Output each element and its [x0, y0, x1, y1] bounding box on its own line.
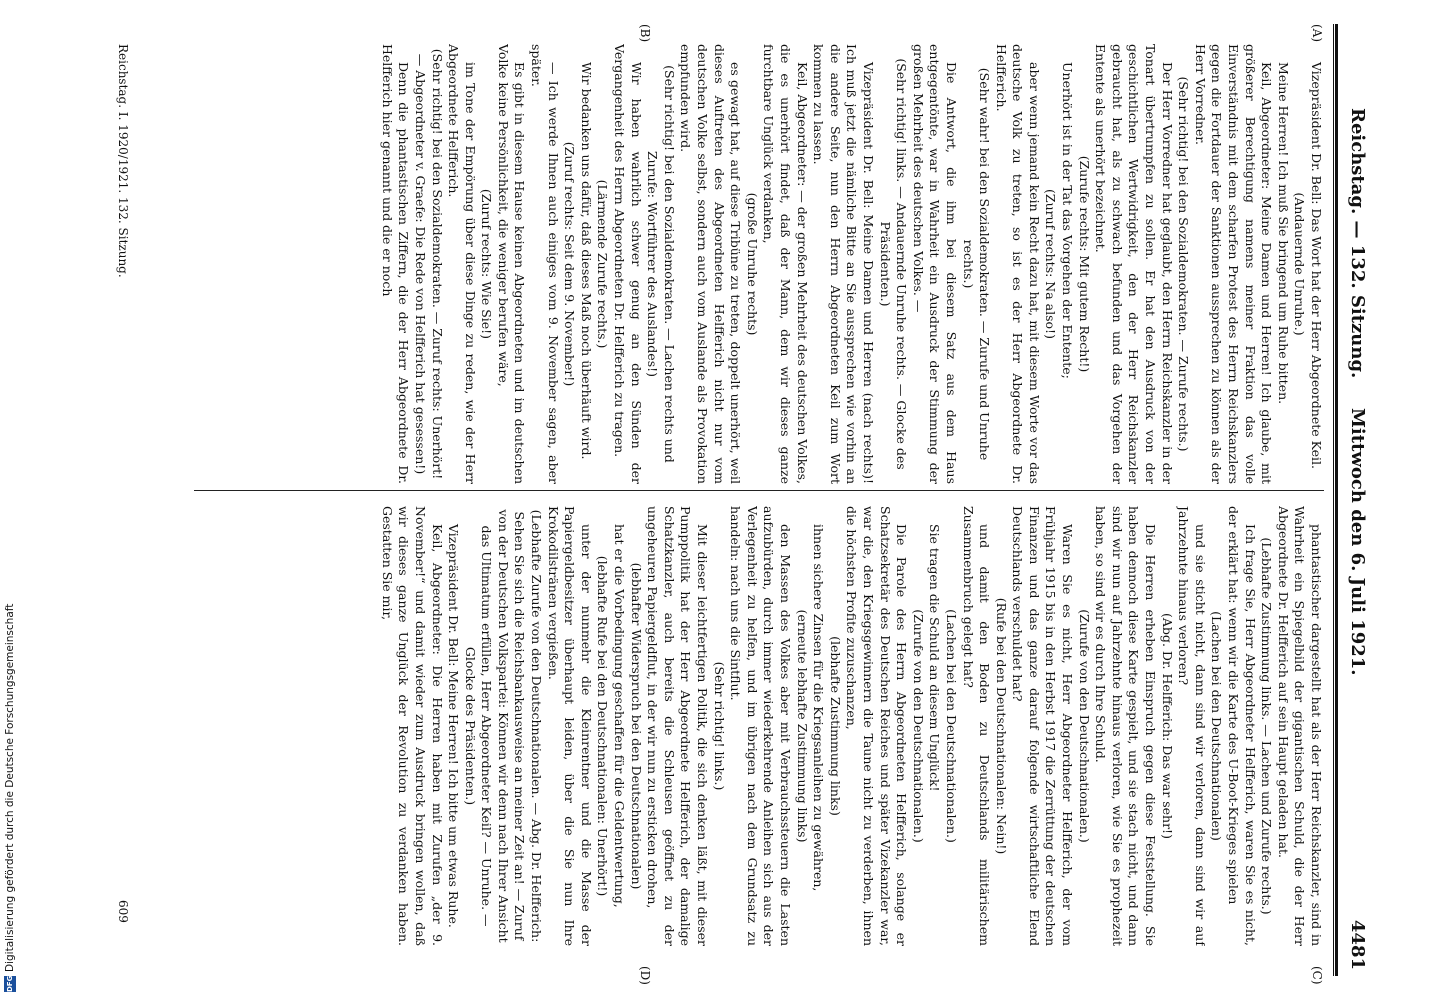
right-column: [144, 506, 1324, 946]
credit-line: [4, 572, 20, 992]
paragraph: (Lachen bei den Deutschnationalen.): [943, 609, 959, 843]
paragraph: (erneute lebhafte Zustimmung links): [794, 609, 810, 843]
paragraph: (lebhafte Rufe bei den Deutschnationalen: Unerhört!): [595, 555, 611, 897]
header-page-number: 4481: [1347, 919, 1368, 970]
paragraph: aber wenn jemand kein Recht dazu hat, mit diesem Worte vor das deutsche Volk zu treten, so ist es der Herr Abgeordnete Dr. Helfferich.: [993, 44, 1042, 484]
paragraph: Waren Sie es nicht, Herr Abgeordneter Helfferich, der vom Frühjahr 1915 bis in den Herbst 1917 die Zerrüttung der deutschen Finanzen und das ganze darauf folgende wirtschaftliche Elend Deutschlands verschuldet hat?: [1010, 506, 1076, 946]
paragraph: Ich frage Sie, Herr Abgeordneter Helfferich, waren Sie es nicht, der erklärt hat: wenn wir die Karte des U-Boot-Krieges spielen: [1226, 506, 1258, 946]
column-divider: [194, 490, 1324, 491]
paragraph: Mit dieser leichtfertigen Politik, die sich denken läßt, mit dieser Pumppolitik hat der Herr Abgeordnete Helfferich, der damalige Schatzkanzler, auch bereits die Schleusen geöffnet zu der ungeheuren Papiergeldflut, in der wir nun zu ersticken drohen,: [645, 506, 711, 946]
paragraph: (Lachen bei den Deutschnationalen): [1209, 611, 1225, 841]
paragraph: Sie tragen die Schuld an diesem Unglück!: [927, 524, 943, 792]
paragraph: im Tone der Empörung über diese Dinge zu reden, wie der Herr Abgeordnete Helfferich.: [446, 44, 478, 484]
paragraph: (Sehr richtig! links.): [711, 661, 727, 791]
paragraph: (Zuruf rechts: Seit dem 9. November!): [562, 141, 578, 387]
paragraph: Vizepräsident Dr. Bell: Meine Herren! Ich bitte um etwas Ruhe.: [446, 524, 462, 928]
page-header: [1336, 28, 1374, 972]
paragraph: (Andauernde Unruhe.): [1292, 192, 1308, 336]
paragraph: Keil, Abgeordneter: Die Herren haben mit Zurufen „der 9. November!“ und damit wieder zum Ausdruck bringen wollen, daß wir dieses ganze Unglück der Revolution zu verdanken haben. Gestatten Sie mir,: [379, 506, 445, 946]
paragraph: es gewagt hat, auf diese Tribüne zu treten, doppelt unerhört, weil dieses Auftreten des Abgeordneten Helfferich nicht nur vom deutschen Volke selbst, sondern auch vom Auslande als Provokation empfunden wird.: [678, 44, 744, 484]
paragraph: phantastischer dargestellt hat als der Herr Reichskanzler, sind in Wahrheit ein Spiegelbild der gigantischen Schuld, die der Herr Abgeordnete Dr. Helfferich auf sein Haupt geladen hat.: [1275, 506, 1324, 946]
paragraph: Wir bedanken uns dafür, daß dieses Maß noch überhäuft wird.: [578, 62, 594, 460]
paragraph: (Lebhafte Zustimmung links. — Lachen und Zurufe rechts.): [1259, 537, 1275, 915]
paragraph: Vizepräsident Dr. Bell: Das Wort hat der Herr Abgeordnete Keil.: [1309, 62, 1324, 469]
page-content: [50, 20, 1380, 985]
paragraph: Denn die phantastischen Ziffern, die der Herr Abgeordnete Dr. Helfferich hier genannt und die er noch: [379, 44, 412, 484]
paragraph: (Sehr richtig! bei den Sozialdemokraten. — Zuruf rechts: Unerhört! — Abgeordneter v. Graefe: Die Rede von Helfferich hat gesessen!): [412, 48, 445, 480]
paragraph: und damit den Boden zu Deutschlands militärischem Zusammenbruch gelegt hat?: [960, 506, 993, 946]
paragraph: — Ich werde Ihnen auch einiges vom 9. November sagen, aber später.: [529, 44, 561, 484]
dfg-logo: DFG: [6, 975, 14, 992]
rotated-newspaper-page: [50, 20, 1380, 985]
paragraph: Der Herr Vorredner hat geglaubt, den Herrn Reichskanzler in der Tonart übertrumpfen zu sollen. Er hat den Ausdruck von der geschichtlichen Wertwidrigkeit, den der Herr Reichskanzler gebraucht hat, als zu schwach befunden und das Vorgehen der Entente als unerhört bezeichnet.: [1093, 44, 1175, 484]
paragraph: (lebhafter Widerspruch bei den Deutschnationalen): [628, 562, 644, 890]
paragraph: den Massen des Volkes aber mit Verbrauchssteuern die Lasten aufzubürden, durch immer wiederkehrende Anleihen sich aus der Verlegenheit zu helfen, und im übrigen nach dem Grundsatz zu handeln: nach uns die Sintflut.: [728, 506, 793, 946]
footer-page-number: 609: [116, 900, 130, 923]
header-rule: [1335, 24, 1338, 976]
paragraph: (Lebhafte Zurufe von den Deutschnationalen. — Abg. Dr. Helfferich: Sehen Sie sich die Reichsbankausweise an meiner Zeit an! — Zuruf von der Deutschen Volkspartei: Können wir denn nach Ihrer Ansicht das Ultimatum erfüllen, Herr Abgeordneter Keil? — Unruhe. — Glocke des Präsidenten.): [462, 509, 545, 943]
paragraph: Meine Herren! Ich muß Sie bringend um Ruhe bitten.: [1275, 62, 1291, 405]
paragraph: ihnen sichere Zinsen für die Kriegsanleihen zu gewähren,: [811, 524, 827, 892]
margin-marker-b: (B): [638, 24, 652, 43]
margin-marker-a: (A): [1310, 24, 1324, 43]
paragraph: (Sehr richtig! bei den Sozialdemokraten. — Zurufe rechts.): [1176, 76, 1192, 452]
paragraph: (Zurufe von den Deutschnationalen.): [1076, 609, 1092, 843]
paragraph: (Rufe bei den Deutschnationalen: Nein!): [993, 597, 1009, 855]
margin-marker-c: (C): [1310, 966, 1324, 985]
paragraph: Vizepräsident Dr. Bell: Meine Damen und Herren (nach rechts)! Ich muß jetzt die nämliche Bitte an Sie aussprechen wie vorhin an die andere Seite, nun den Herrn Abgeordneten Keil zum Wort kommen zu lassen.: [811, 44, 876, 484]
paragraph: (Sehr wahr! bei den Sozialdemokraten. — Zurufe und Unruhe rechts.): [960, 67, 993, 461]
paragraph: Unerhört ist in der Tat das Vorgehen der Entente;: [1060, 62, 1076, 379]
paragraph: hat er die Vorbedingung geschaffen für die Geldentwertung,: [612, 524, 628, 908]
paragraph: (Zurufe rechts: Mit gutem Recht!): [1076, 155, 1092, 373]
paragraph: Wir haben wahrlich schwer genug an den Sünden der Vergangenheit des Herrn Abgeordneten Dr. Helfferich zu tragen.: [612, 44, 644, 484]
paragraph: (große Unruhe rechts): [744, 192, 760, 336]
paragraph: (Abg. Dr. Helfferich: Das war sehr!): [1159, 613, 1175, 839]
paragraph: (Zuruf rechts: Na also!): [1043, 189, 1059, 339]
digitization-credit: [0, 0, 28, 1000]
paragraph: (Zuruf rechts: Wie Sie!): [479, 188, 495, 340]
paragraph: Die Herren erheben Einspruch gegen diese Feststellung. Sie haben dennoch diese Karte gespielt, und sie stach nicht, und dann sind wir nun auf Jahrzehnte hinaus verloren, wie Sie es prophezeit haben, so sind wir es durch Ihre Schuld.: [1093, 506, 1159, 946]
header-rule-thin: [1333, 24, 1334, 976]
left-column: [144, 44, 1324, 484]
header-title: Reichstag. — 132. Sitzung.: [1347, 108, 1368, 379]
paragraph: Die Parole des Herrn Abgeordneten Helfferich, solange er Schatzsekretär des Deutschen Reiches und später Vizekanzler war, war die, den Kriegsgewinnern die Taune nicht zu verderben, ihnen die höchsten Profite zuzuschanzen,: [844, 506, 910, 946]
credit-text: Digitalisierung gefördert durch die Deutsche Forschungsgemeinschaft: [4, 603, 16, 972]
paragraph: (Zurufe von den Deutschnationalen.): [910, 609, 926, 843]
margin-marker-d: (D): [638, 966, 652, 985]
paragraph: (Sehr richtig! links. — Andauernde Unruhe rechts. — Glocke des Präsidenten.): [877, 58, 910, 470]
paragraph: Die Antwort, die ihm bei diesem Satz aus dem Haus entgegentönte, war in Wahrheit ein Ausdruck der Stimmung der großen Mehrheit des deutschen Volkes. —: [910, 44, 959, 484]
paragraph: Es gibt in diesem Hause keinen Abgeordneten und im deutschen Volke keine Persönlichkeit, die weniger berufen wäre,: [495, 44, 528, 484]
paragraph: (Lärmende Zurufe rechts.): [595, 179, 611, 349]
paragraph: und sie sticht nicht, dann sind wir verloren, dann sind wir auf Jahrzehnte hinaus verloren?: [1176, 506, 1208, 946]
paragraph: (Sehr richtig! bei den Sozialdemokraten. — Lachen rechts und Zurufe: Wortführer des Auslandes!): [645, 65, 677, 463]
paragraph: (lebhafte Zustimmung links): [827, 636, 843, 816]
paragraph: Keil, Abgeordneter: — der großen Mehrheit des deutschen Volkes, die es unerhört findet, daß der Mann, dem wir dieses ganze furchtbare Unglück verdanken,: [761, 44, 810, 484]
footer-source: Reichstag. I. 1920/1921. 132. Sitzung.: [116, 44, 130, 278]
header-date: Mittwoch den 6. Juli 1921.: [1347, 408, 1368, 676]
paragraph: Keil, Abgeordneter: Meine Damen und Herren! Ich glaube, mit größerer Berechtigung namens meiner Fraktion das volle Einverständnis mit dem scharfen Protest des Herrn Reichskanzlers gegen die Fortdauer der Sanktionen aussprechen zu können als der Herr Vorredner.: [1192, 44, 1275, 484]
paragraph: unter der nunmehr die Kleinrentner und die Masse der Papiergeldbesitzer überhaupt leiden, über die Sie nun Ihre Krokodilstränen vergießen.: [545, 506, 594, 946]
